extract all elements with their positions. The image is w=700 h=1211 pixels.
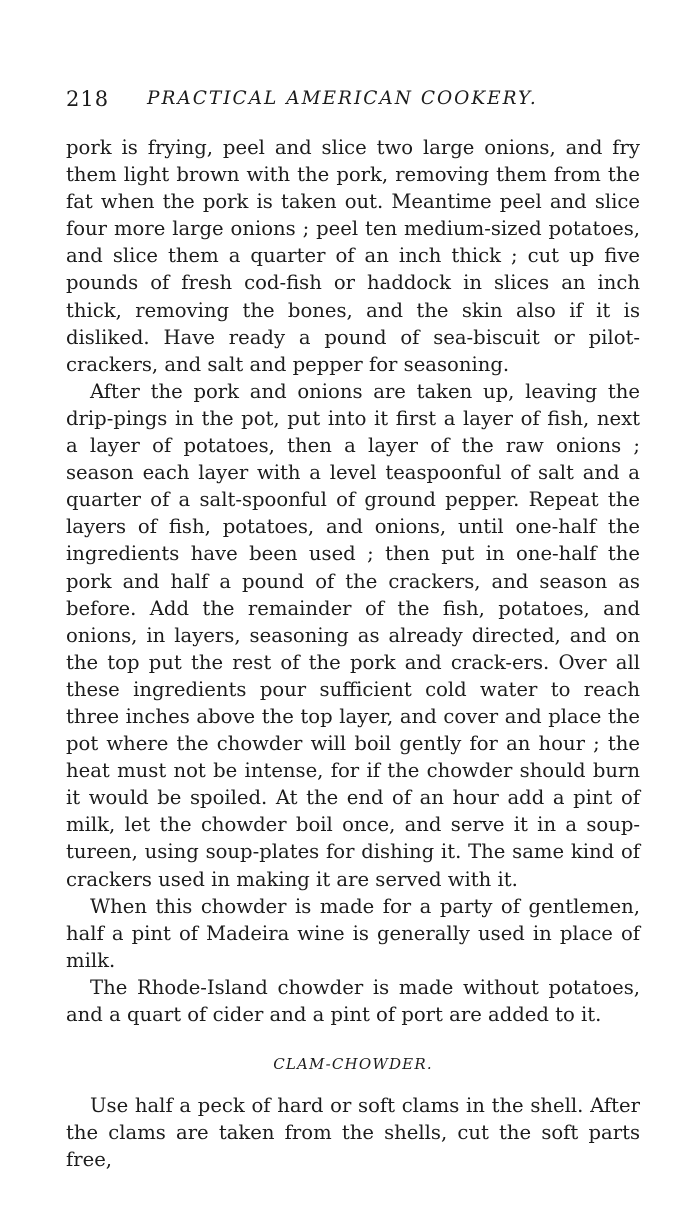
paragraph-continued: pork is frying, peel and slice two large onions, and fry them light brown with the pork, removing them from the fat when the pork is taken out. Meantime peel and slice four more large onions ; peel ten medium-sized potatoes, and slice them a quarter of an inch thick ; cut up five pounds of fresh cod-fish or haddock in slices an inch thick, removing the bones, and the skin also if it is disliked. Have ready a pound of sea-biscuit or pilot-crackers, and salt and pepper for seasoning. (66, 136, 640, 376)
running-head (66, 84, 640, 114)
paragraph-rhode-island: The Rhode-Island chowder is made without potatoes, and a quart of cider and a pint of port are added to it. (66, 975, 640, 1026)
running-title: PRACTICAL AMERICAN COOKERY. (147, 88, 538, 109)
paragraph-clam-chowder: Use half a peck of hard or soft clams in the shell. After the clams are taken from the shells, cut the soft parts free, (66, 1094, 640, 1172)
paragraph-madeira: When this chowder is made for a party of gentlemen, half a pint of Madeira wine is generally used in place of milk. (66, 894, 640, 972)
book-page (66, 84, 640, 1173)
body-text (66, 134, 640, 1173)
paragraph-layering: After the pork and onions are taken up, leaving the drip-pings in the pot, put into it first a layer of fish, next a layer of potatoes, then a layer of the raw onions ; season each layer with a level teaspoonful of salt and a quarter of a salt-spoonful of ground pepper. Repeat the layers of fish, potatoes, and onions, until one-half the ingredients have been used ; then put in one-half the pork and half a pound of the crackers, and season as before. Add the remainder of the fish, potatoes, and onions, in layers, seasoning as already directed, and on the top put the rest of the pork and crack-ers. Over all these ingredients pour sufficient cold water to reach three inches above the top layer, and cover and place the pot where the chowder will boil gently for an hour ; the heat must not be intense, for if the chowder should burn it would be spoiled. At the end of an hour add a pint of milk, let the chowder boil once, and serve it in a soup-tureen, using soup-plates for dishing it. The same kind of crackers used in making it are served with it. (66, 379, 640, 891)
section-heading: CLAM-CHOWDER. (273, 1055, 433, 1074)
page-number: 218 (66, 87, 110, 111)
